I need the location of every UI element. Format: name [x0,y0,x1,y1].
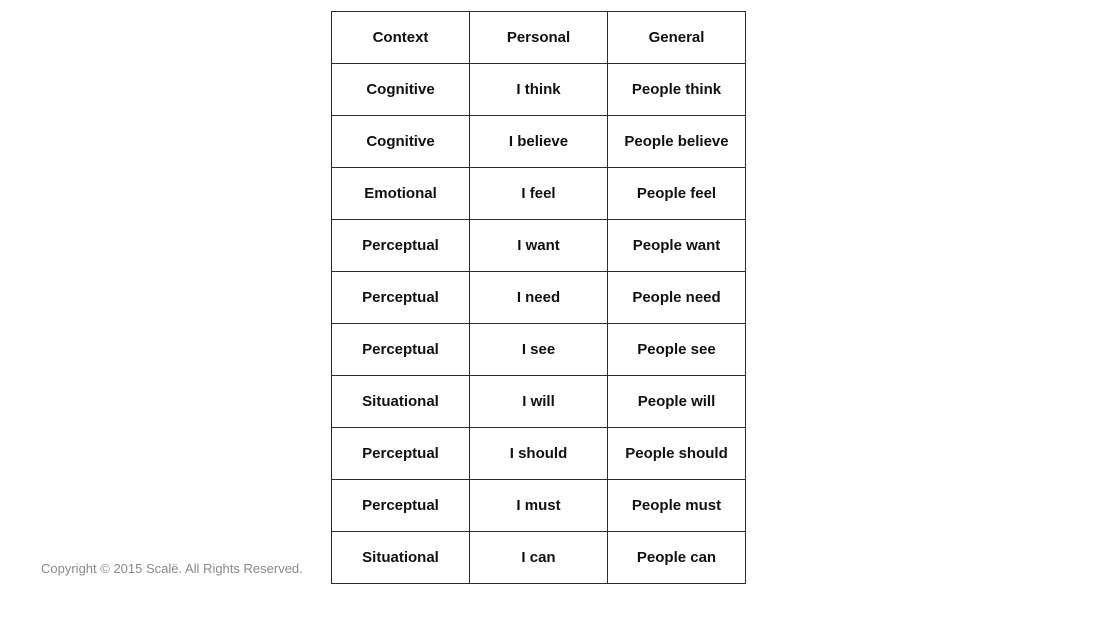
cell-personal: I must [470,480,608,532]
cell-general: People want [608,220,746,272]
cell-personal: I see [470,324,608,376]
cell-personal: I think [470,64,608,116]
cell-general: People believe [608,116,746,168]
cell-context: Situational [332,532,470,584]
cell-general: People need [608,272,746,324]
cell-general: People can [608,532,746,584]
table-row [332,532,746,584]
table-row [332,324,746,376]
cell-context: Situational [332,376,470,428]
copyright-notice: Copyright © 2015 Scalë. All Rights Reserved. [41,561,303,576]
cell-context: Emotional [332,168,470,220]
cell-personal: I need [470,272,608,324]
cell-context: Perceptual [332,324,470,376]
table-row [332,272,746,324]
cell-general: People feel [608,168,746,220]
table-row [332,220,746,272]
context-table [331,11,746,584]
cell-general: People will [608,376,746,428]
cell-personal: I want [470,220,608,272]
cell-general: People think [608,64,746,116]
table-row [332,376,746,428]
cell-context: Cognitive [332,64,470,116]
table-row [332,480,746,532]
cell-general: People must [608,480,746,532]
table-row [332,168,746,220]
cell-personal: I should [470,428,608,480]
cell-context: Perceptual [332,272,470,324]
table-row [332,64,746,116]
cell-personal: I will [470,376,608,428]
table-row [332,116,746,168]
cell-context: Perceptual [332,428,470,480]
cell-personal: I can [470,532,608,584]
table-row [332,428,746,480]
cell-personal: I feel [470,168,608,220]
cell-context: Cognitive [332,116,470,168]
header-general: General [608,12,746,64]
header-context: Context [332,12,470,64]
header-personal: Personal [470,12,608,64]
cell-general: People should [608,428,746,480]
cell-context: Perceptual [332,220,470,272]
table-header-row [332,12,746,64]
cell-context: Perceptual [332,480,470,532]
cell-general: People see [608,324,746,376]
cell-personal: I believe [470,116,608,168]
